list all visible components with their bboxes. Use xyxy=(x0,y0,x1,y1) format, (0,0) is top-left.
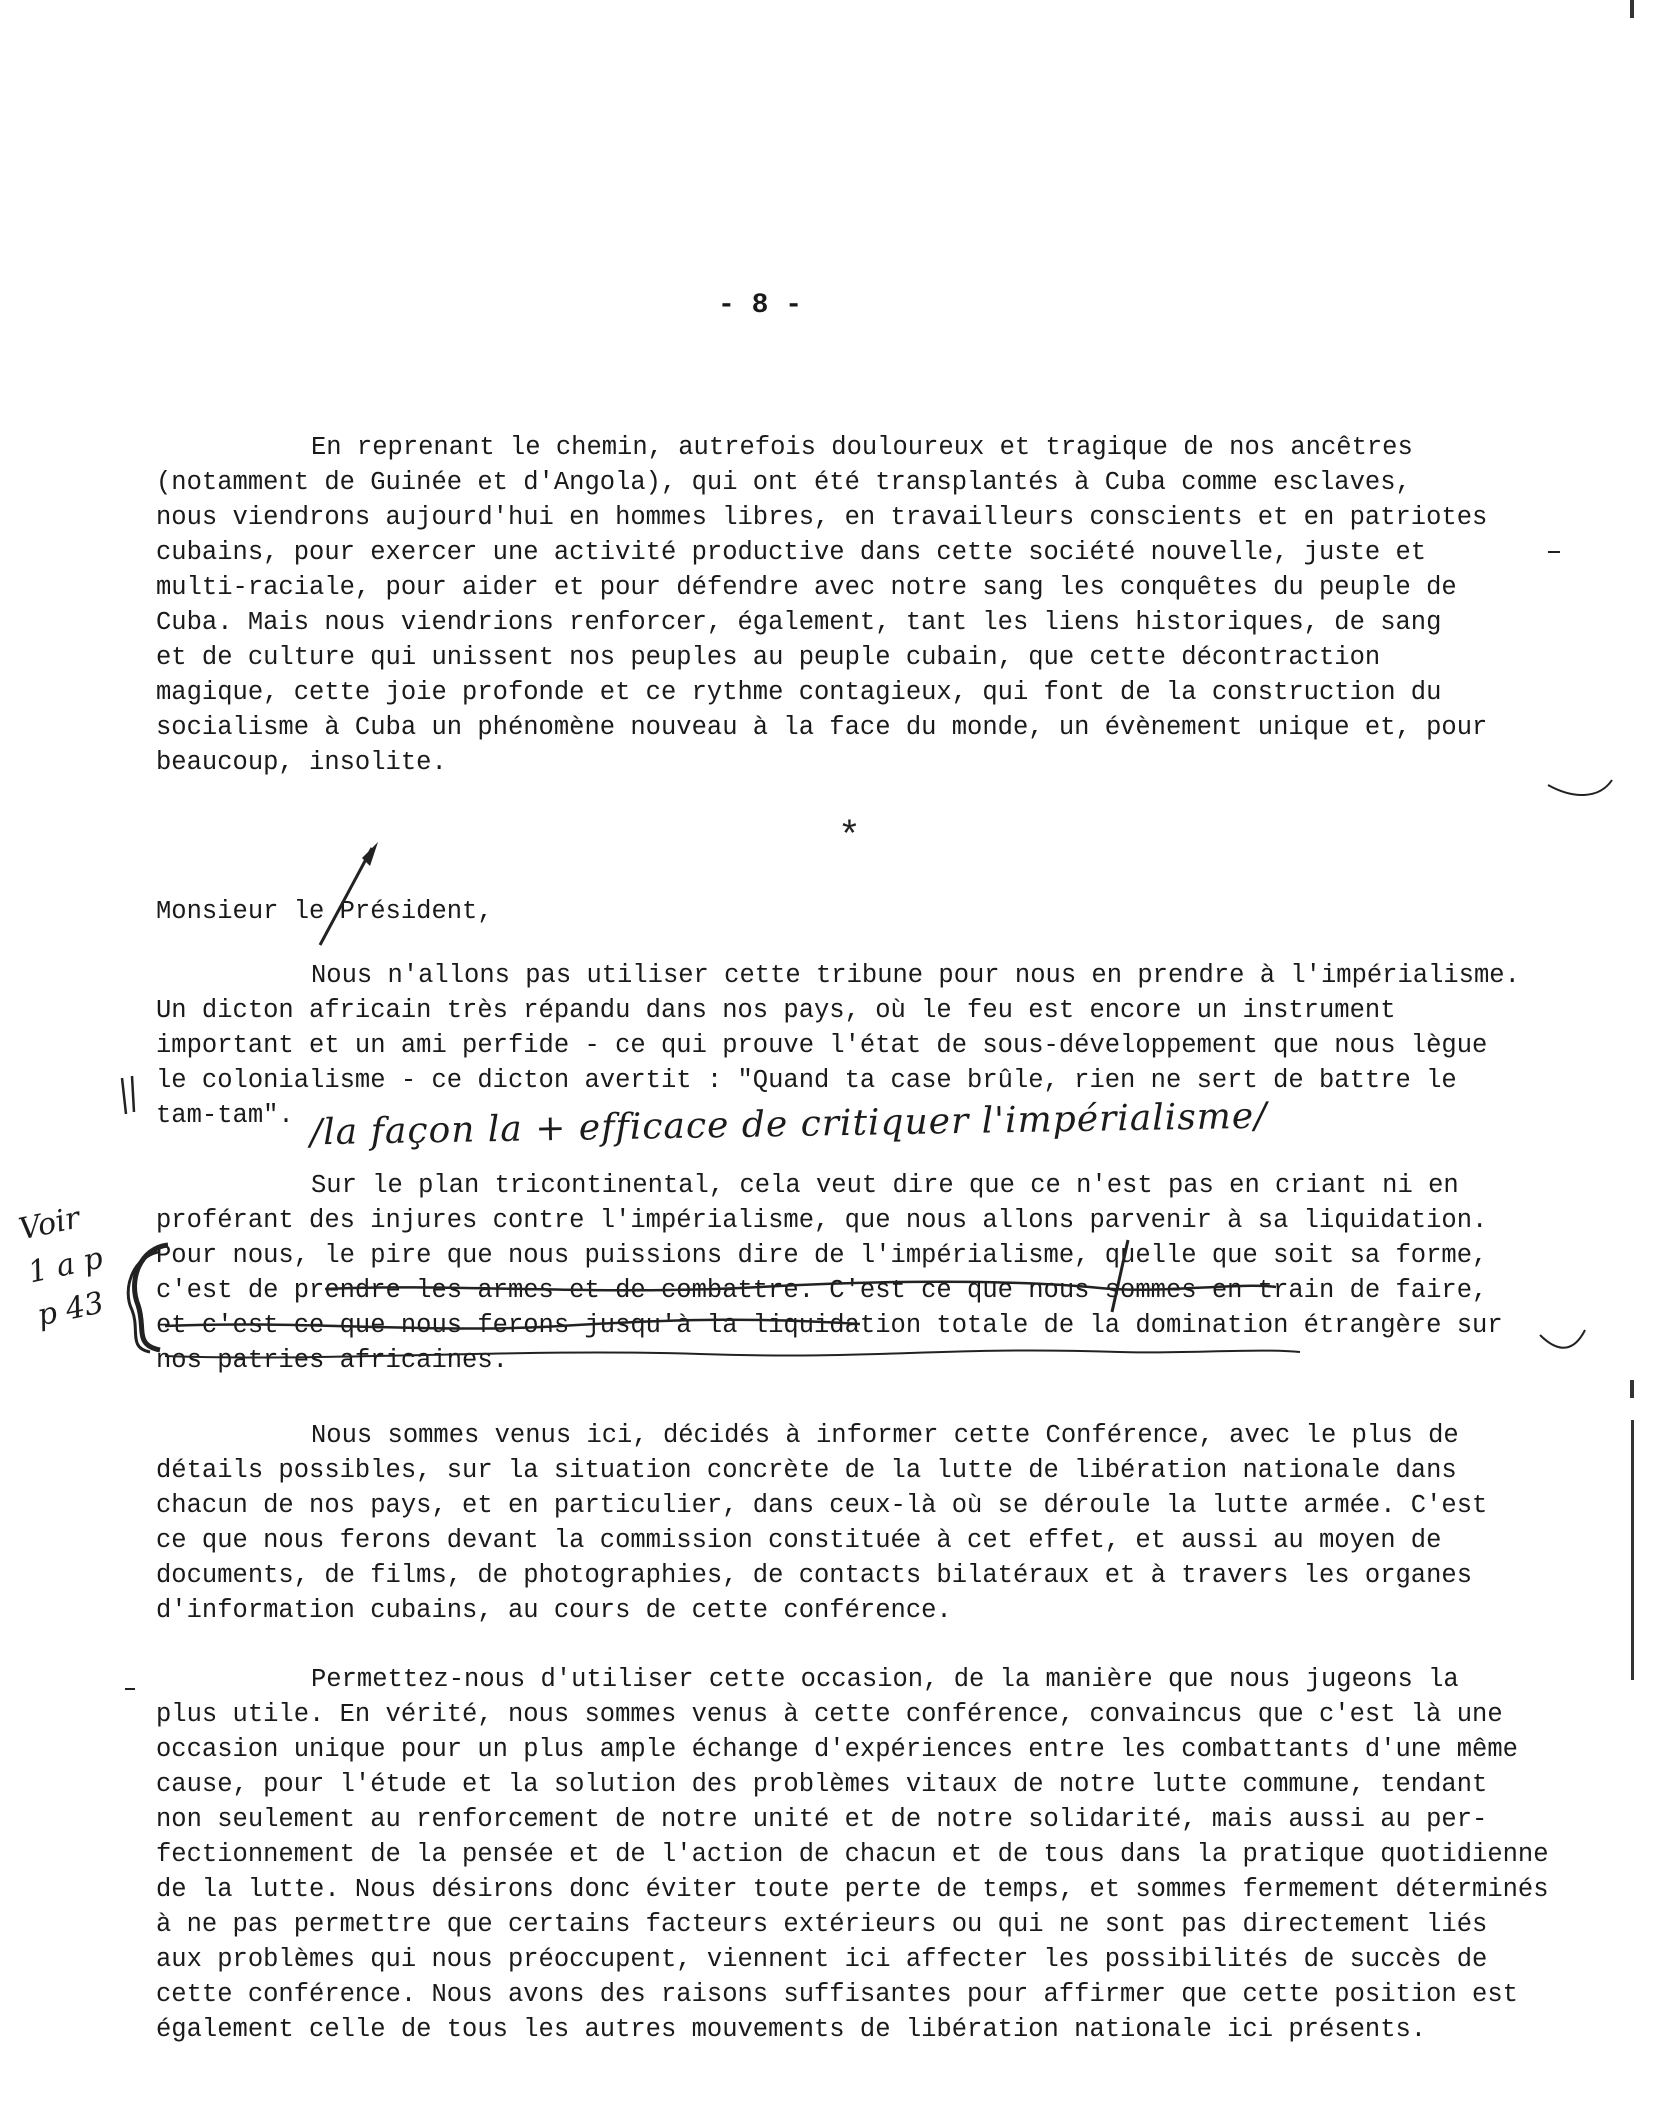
text-line: et c'est ce que nous ferons jusqu'à la liquidation totale de la domination étrangère sur xyxy=(156,1311,1503,1340)
text-line: ce que nous ferons devant la commission constituée à cet effet, et aussi au moyen de xyxy=(156,1526,1442,1555)
separator-star: * xyxy=(838,816,861,859)
text-line: Cuba. Mais nous viendrions renforcer, également, tant les liens historiques, de sang xyxy=(156,608,1442,637)
margin-bracket xyxy=(128,1252,158,1352)
text-line: Nous sommes venus ici, décidés à informer cette Conférence, avec le plus de xyxy=(311,1421,1459,1450)
page-number: - 8 - xyxy=(717,290,802,321)
scan-edge-mark xyxy=(1631,1420,1634,1680)
paragraph-4 xyxy=(156,1418,1536,1628)
text-line: nous viendrons aujourd'hui en hommes libres, en travailleurs conscients et en patriotes xyxy=(156,503,1488,532)
text-line: détails possibles, sur la situation concrète de la lutte de libération nationale dans xyxy=(156,1456,1457,1485)
margin-annotation: Voir 1 a p p 43 xyxy=(15,1200,107,1334)
text-line: En reprenant le chemin, autrefois douloureux et tragique de nos ancêtres xyxy=(311,433,1413,462)
text-line: documents, de films, de photographies, de contacts bilatéraux et à travers les organes xyxy=(156,1561,1473,1590)
pen-nib-mark xyxy=(362,842,378,866)
text-line: Nous n'allons pas utiliser cette tribune pour nous en prendre à l'impérialisme. xyxy=(311,961,1520,990)
paragraph-3 xyxy=(156,1168,1536,1378)
text-line: beaucoup, insolite. xyxy=(156,748,447,777)
margin-tick xyxy=(1548,780,1612,795)
text-line: plus utile. En vérité, nous sommes venus à cette conférence, convaincus que c'est là une xyxy=(156,1700,1503,1729)
text-line: proférant des injures contre l'impérialisme, que nous allons parvenir à sa liquidation. xyxy=(156,1206,1488,1235)
handwritten-annotation: /la façon la + efficace de critiquer l'impérialisme/ xyxy=(309,1095,1268,1154)
text-line: d'information cubains, au cours de cette conférence. xyxy=(156,1596,952,1625)
text-line: socialisme à Cuba un phénomène nouveau à la face du monde, un évènement unique et, pour xyxy=(156,713,1488,742)
text-line: c'est de prendre les armes et de combattre. C'est ce que nous sommes en train de faire, xyxy=(156,1276,1488,1305)
scan-edge-mark xyxy=(1630,0,1634,18)
text-line: de la lutte. Nous désirons donc éviter toute perte de temps, et sommes fermement déterminés xyxy=(156,1875,1549,1904)
text-line: important et un ami perfide - ce qui prouve l'état de sous-développement que nous lègue xyxy=(156,1031,1488,1060)
text-line: également celle de tous les autres mouvements de libération nationale ici présents. xyxy=(156,2015,1427,2044)
text-line: aux problèmes qui nous préoccupent, viennent ici affecter les possibilités de succès de xyxy=(156,1945,1488,1974)
text-line: le colonialisme - ce dicton avertit : "Quand ta case brûle, rien ne sert de battre le xyxy=(156,1066,1457,1095)
text-line: cause, pour l'étude et la solution des problèmes vitaux de notre lutte commune, tendant xyxy=(156,1770,1488,1799)
text-line: occasion unique pour un plus ample échange d'expériences entre les combattants d'une même xyxy=(156,1735,1518,1764)
text-line: cubains, pour exercer une activité productive dans cette société nouvelle, juste et xyxy=(156,538,1427,567)
text-line: magique, cette joie profonde et ce rythme contagieux, qui font de la construction du xyxy=(156,678,1442,707)
salutation: Monsieur le Président, xyxy=(156,897,493,926)
text-line: fectionnement de la pensée et de l'action de chacun et de tous dans la pratique quotidienne xyxy=(156,1840,1549,1869)
paragraph-1 xyxy=(156,430,1536,780)
text-line: chacun de nos pays, et en particulier, dans ceux-là où se déroule la lutte armée. C'est xyxy=(156,1491,1488,1520)
margin-tick xyxy=(122,1076,134,1114)
text-line: (notamment de Guinée et d'Angola), qui ont été transplantés à Cuba comme esclaves, xyxy=(156,468,1411,497)
text-line: cette conférence. Nous avons des raisons suffisantes pour affirmer que cette position est xyxy=(156,1980,1518,2009)
text-line: Un dicton africain très répandu dans nos pays, où le feu est encore un instrument xyxy=(156,996,1396,1025)
text-line: tam-tam". xyxy=(156,1101,294,1130)
scan-edge-mark xyxy=(1630,1380,1634,1398)
text-line: à ne pas permettre que certains facteurs extérieurs ou qui ne sont pas directement liés xyxy=(156,1910,1488,1939)
text-line: Pour nous, le pire que nous puissions dire de l'impérialisme, quelle que soit sa forme, xyxy=(156,1241,1488,1270)
text-line: Permettez-nous d'utiliser cette occasion, de la manière que nous jugeons la xyxy=(311,1665,1459,1694)
margin-tick xyxy=(1540,1330,1585,1348)
text-line: et de culture qui unissent nos peuples au peuple cubain, que cette décontraction xyxy=(156,643,1381,672)
text-line: multi-raciale, pour aider et pour défendre avec notre sang les conquêtes du peuple de xyxy=(156,573,1457,602)
paragraph-5 xyxy=(156,1662,1549,2047)
text-line: non seulement au renforcement de notre unité et de notre solidarité, mais aussi au per- xyxy=(156,1805,1488,1834)
text-line: nos patries africaines. xyxy=(156,1346,508,1375)
text-line: Sur le plan tricontinental, cela veut dire que ce n'est pas en criant ni en xyxy=(311,1171,1459,1200)
